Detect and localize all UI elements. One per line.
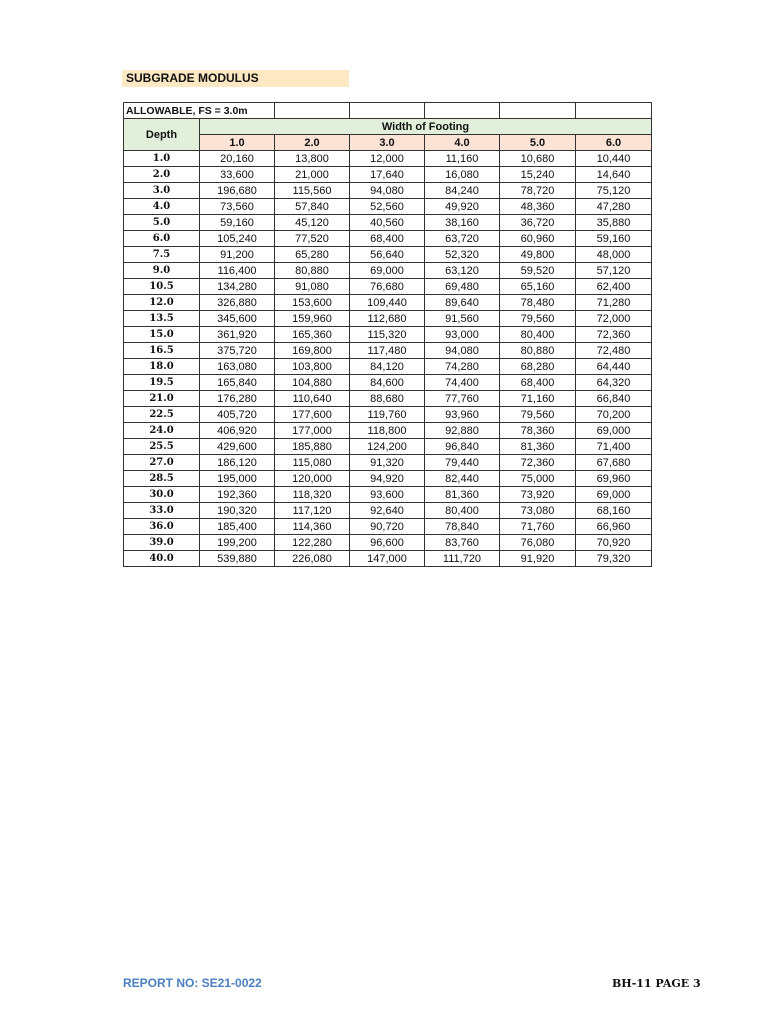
modulus-cell: 72,480 — [576, 343, 652, 359]
modulus-cell: 89,640 — [425, 295, 500, 311]
modulus-cell: 94,920 — [350, 471, 425, 487]
modulus-cell: 45,120 — [275, 215, 350, 231]
modulus-cell: 124,200 — [350, 439, 425, 455]
depth-cell: 19.5 — [124, 375, 200, 391]
modulus-cell: 16,080 — [425, 167, 500, 183]
modulus-cell: 11,160 — [425, 151, 500, 167]
modulus-cell: 134,280 — [200, 279, 275, 295]
modulus-cell: 59,160 — [576, 231, 652, 247]
modulus-cell: 47,280 — [576, 199, 652, 215]
modulus-cell: 122,280 — [275, 535, 350, 551]
modulus-cell: 68,280 — [500, 359, 576, 375]
width-col-header: 5.0 — [500, 135, 576, 151]
table-row — [124, 407, 652, 423]
table-row — [124, 439, 652, 455]
modulus-cell: 78,360 — [500, 423, 576, 439]
modulus-cell: 10,440 — [576, 151, 652, 167]
modulus-cell: 79,560 — [500, 407, 576, 423]
table-row — [124, 535, 652, 551]
modulus-cell: 185,400 — [200, 519, 275, 535]
depth-cell: 18.0 — [124, 359, 200, 375]
depth-cell: 30.0 — [124, 487, 200, 503]
blank-cell — [500, 103, 576, 119]
modulus-cell: 105,240 — [200, 231, 275, 247]
table-row — [124, 343, 652, 359]
modulus-cell: 65,280 — [275, 247, 350, 263]
modulus-cell: 21,000 — [275, 167, 350, 183]
header-row — [124, 119, 652, 135]
report-number: REPORT NO: SE21-0022 — [123, 976, 262, 990]
modulus-cell: 68,400 — [350, 231, 425, 247]
modulus-cell: 90,720 — [350, 519, 425, 535]
modulus-cell: 93,960 — [425, 407, 500, 423]
modulus-cell: 84,120 — [350, 359, 425, 375]
modulus-cell: 405,720 — [200, 407, 275, 423]
modulus-cell: 92,640 — [350, 503, 425, 519]
modulus-cell: 48,000 — [576, 247, 652, 263]
modulus-cell: 57,120 — [576, 263, 652, 279]
modulus-cell: 48,360 — [500, 199, 576, 215]
modulus-cell: 69,000 — [350, 263, 425, 279]
width-values-row — [124, 135, 652, 151]
table-row — [124, 247, 652, 263]
modulus-cell: 94,080 — [350, 183, 425, 199]
blank-cell — [425, 103, 500, 119]
width-col-header: 6.0 — [576, 135, 652, 151]
modulus-cell: 190,320 — [200, 503, 275, 519]
width-of-footing-header: Width of Footing — [200, 119, 652, 135]
modulus-cell: 70,920 — [576, 535, 652, 551]
modulus-cell: 169,800 — [275, 343, 350, 359]
modulus-cell: 114,360 — [275, 519, 350, 535]
modulus-cell: 96,600 — [350, 535, 425, 551]
modulus-cell: 81,360 — [425, 487, 500, 503]
blank-cell — [275, 103, 350, 119]
modulus-cell: 79,560 — [500, 311, 576, 327]
table-row — [124, 375, 652, 391]
modulus-cell: 75,000 — [500, 471, 576, 487]
modulus-cell: 74,280 — [425, 359, 500, 375]
modulus-cell: 70,200 — [576, 407, 652, 423]
modulus-cell: 68,400 — [500, 375, 576, 391]
allowable-row — [124, 103, 652, 119]
modulus-cell: 73,080 — [500, 503, 576, 519]
modulus-cell: 66,960 — [576, 519, 652, 535]
modulus-cell: 91,200 — [200, 247, 275, 263]
width-col-header: 2.0 — [275, 135, 350, 151]
modulus-cell: 73,560 — [200, 199, 275, 215]
modulus-cell: 163,080 — [200, 359, 275, 375]
modulus-cell: 80,400 — [500, 327, 576, 343]
modulus-cell: 14,640 — [576, 167, 652, 183]
modulus-cell: 63,720 — [425, 231, 500, 247]
modulus-cell: 10,680 — [500, 151, 576, 167]
modulus-cell: 195,000 — [200, 471, 275, 487]
depth-cell: 9.0 — [124, 263, 200, 279]
modulus-cell: 79,440 — [425, 455, 500, 471]
blank-cell — [576, 103, 652, 119]
modulus-cell: 92,880 — [425, 423, 500, 439]
modulus-cell: 52,320 — [425, 247, 500, 263]
depth-cell: 22.5 — [124, 407, 200, 423]
modulus-cell: 71,160 — [500, 391, 576, 407]
modulus-cell: 79,320 — [576, 551, 652, 567]
modulus-cell: 104,880 — [275, 375, 350, 391]
modulus-cell: 116,400 — [200, 263, 275, 279]
modulus-cell: 71,280 — [576, 295, 652, 311]
modulus-cell: 176,280 — [200, 391, 275, 407]
table-row — [124, 215, 652, 231]
modulus-cell: 110,640 — [275, 391, 350, 407]
modulus-cell: 78,720 — [500, 183, 576, 199]
depth-cell: 33.0 — [124, 503, 200, 519]
depth-cell: 39.0 — [124, 535, 200, 551]
modulus-cell: 49,920 — [425, 199, 500, 215]
table-row — [124, 167, 652, 183]
modulus-cell: 12,000 — [350, 151, 425, 167]
modulus-cell: 93,000 — [425, 327, 500, 343]
table-row — [124, 503, 652, 519]
modulus-cell: 59,160 — [200, 215, 275, 231]
page-label: BH-11 PAGE 3 — [612, 977, 701, 990]
modulus-cell: 109,440 — [350, 295, 425, 311]
modulus-cell: 75,120 — [576, 183, 652, 199]
modulus-cell: 120,000 — [275, 471, 350, 487]
modulus-cell: 57,840 — [275, 199, 350, 215]
modulus-cell: 159,960 — [275, 311, 350, 327]
depth-cell: 13.5 — [124, 311, 200, 327]
modulus-cell: 177,600 — [275, 407, 350, 423]
modulus-cell: 72,000 — [576, 311, 652, 327]
modulus-cell: 78,840 — [425, 519, 500, 535]
modulus-cell: 59,520 — [500, 263, 576, 279]
modulus-cell: 20,160 — [200, 151, 275, 167]
modulus-cell: 91,560 — [425, 311, 500, 327]
depth-cell: 7.5 — [124, 247, 200, 263]
modulus-cell: 36,720 — [500, 215, 576, 231]
depth-cell: 27.0 — [124, 455, 200, 471]
modulus-cell: 68,160 — [576, 503, 652, 519]
table-row — [124, 279, 652, 295]
modulus-cell: 165,840 — [200, 375, 275, 391]
width-col-header: 1.0 — [200, 135, 275, 151]
modulus-cell: 93,600 — [350, 487, 425, 503]
width-col-header: 4.0 — [425, 135, 500, 151]
table-row — [124, 199, 652, 215]
depth-cell: 28.5 — [124, 471, 200, 487]
modulus-cell: 192,360 — [200, 487, 275, 503]
modulus-cell: 71,760 — [500, 519, 576, 535]
modulus-cell: 69,480 — [425, 279, 500, 295]
modulus-cell: 64,320 — [576, 375, 652, 391]
modulus-cell: 83,760 — [425, 535, 500, 551]
modulus-cell: 64,440 — [576, 359, 652, 375]
table-row — [124, 487, 652, 503]
modulus-cell: 96,840 — [425, 439, 500, 455]
modulus-cell: 117,480 — [350, 343, 425, 359]
modulus-cell: 71,400 — [576, 439, 652, 455]
modulus-cell: 60,960 — [500, 231, 576, 247]
depth-cell: 12.0 — [124, 295, 200, 311]
modulus-cell: 88,680 — [350, 391, 425, 407]
table-row — [124, 471, 652, 487]
modulus-cell: 13,800 — [275, 151, 350, 167]
modulus-cell: 56,640 — [350, 247, 425, 263]
modulus-cell: 115,320 — [350, 327, 425, 343]
modulus-cell: 78,480 — [500, 295, 576, 311]
modulus-cell: 38,160 — [425, 215, 500, 231]
modulus-cell: 91,920 — [500, 551, 576, 567]
modulus-cell: 67,680 — [576, 455, 652, 471]
depth-cell: 10.5 — [124, 279, 200, 295]
modulus-cell: 63,120 — [425, 263, 500, 279]
table-row — [124, 151, 652, 167]
modulus-cell: 52,560 — [350, 199, 425, 215]
modulus-cell: 117,120 — [275, 503, 350, 519]
depth-cell: 24.0 — [124, 423, 200, 439]
modulus-cell: 153,600 — [275, 295, 350, 311]
modulus-cell: 186,120 — [200, 455, 275, 471]
modulus-cell: 165,360 — [275, 327, 350, 343]
modulus-cell: 115,560 — [275, 183, 350, 199]
table-row — [124, 359, 652, 375]
modulus-cell: 326,880 — [200, 295, 275, 311]
modulus-cell: 35,880 — [576, 215, 652, 231]
modulus-cell: 77,760 — [425, 391, 500, 407]
modulus-cell: 65,160 — [500, 279, 576, 295]
modulus-cell: 199,200 — [200, 535, 275, 551]
modulus-cell: 17,640 — [350, 167, 425, 183]
table-row — [124, 423, 652, 439]
modulus-cell: 33,600 — [200, 167, 275, 183]
modulus-cell: 40,560 — [350, 215, 425, 231]
modulus-cell: 76,680 — [350, 279, 425, 295]
table-row — [124, 295, 652, 311]
modulus-cell: 84,600 — [350, 375, 425, 391]
modulus-cell: 84,240 — [425, 183, 500, 199]
depth-cell: 25.5 — [124, 439, 200, 455]
table-row — [124, 263, 652, 279]
modulus-cell: 147,000 — [350, 551, 425, 567]
modulus-cell: 539,880 — [200, 551, 275, 567]
modulus-cell: 69,960 — [576, 471, 652, 487]
modulus-cell: 69,000 — [576, 423, 652, 439]
table-row — [124, 311, 652, 327]
depth-cell: 40.0 — [124, 551, 200, 567]
modulus-cell: 49,800 — [500, 247, 576, 263]
depth-cell: 6.0 — [124, 231, 200, 247]
modulus-cell: 73,920 — [500, 487, 576, 503]
modulus-cell: 69,000 — [576, 487, 652, 503]
modulus-cell: 80,880 — [500, 343, 576, 359]
modulus-cell: 118,320 — [275, 487, 350, 503]
table-row — [124, 391, 652, 407]
table-row — [124, 231, 652, 247]
depth-cell: 5.0 — [124, 215, 200, 231]
modulus-cell: 375,720 — [200, 343, 275, 359]
modulus-cell: 345,600 — [200, 311, 275, 327]
depth-cell: 2.0 — [124, 167, 200, 183]
table-row — [124, 183, 652, 199]
page-title: SUBGRADE MODULUS — [122, 70, 349, 87]
modulus-cell: 196,680 — [200, 183, 275, 199]
modulus-cell: 177,000 — [275, 423, 350, 439]
blank-cell — [350, 103, 425, 119]
depth-header: Depth — [124, 119, 200, 151]
depth-cell: 1.0 — [124, 151, 200, 167]
modulus-cell: 103,800 — [275, 359, 350, 375]
modulus-cell: 72,360 — [500, 455, 576, 471]
subgrade-modulus-table — [123, 102, 652, 567]
modulus-cell: 80,400 — [425, 503, 500, 519]
modulus-cell: 226,080 — [275, 551, 350, 567]
modulus-cell: 62,400 — [576, 279, 652, 295]
width-col-header: 3.0 — [350, 135, 425, 151]
depth-cell: 3.0 — [124, 183, 200, 199]
modulus-cell: 185,880 — [275, 439, 350, 455]
modulus-cell: 72,360 — [576, 327, 652, 343]
depth-cell: 15.0 — [124, 327, 200, 343]
modulus-cell: 115,080 — [275, 455, 350, 471]
depth-cell: 16.5 — [124, 343, 200, 359]
modulus-cell: 429,600 — [200, 439, 275, 455]
depth-cell: 36.0 — [124, 519, 200, 535]
depth-cell: 4.0 — [124, 199, 200, 215]
modulus-cell: 111,720 — [425, 551, 500, 567]
modulus-cell: 406,920 — [200, 423, 275, 439]
modulus-cell: 66,840 — [576, 391, 652, 407]
modulus-cell: 15,240 — [500, 167, 576, 183]
table-row — [124, 519, 652, 535]
modulus-cell: 361,920 — [200, 327, 275, 343]
table-row — [124, 551, 652, 567]
modulus-cell: 82,440 — [425, 471, 500, 487]
table-row — [124, 327, 652, 343]
modulus-cell: 76,080 — [500, 535, 576, 551]
modulus-cell: 91,320 — [350, 455, 425, 471]
modulus-cell: 118,800 — [350, 423, 425, 439]
modulus-cell: 80,880 — [275, 263, 350, 279]
modulus-cell: 91,080 — [275, 279, 350, 295]
modulus-cell: 94,080 — [425, 343, 500, 359]
modulus-cell: 112,680 — [350, 311, 425, 327]
allowable-label: ALLOWABLE, FS = 3.0m — [124, 103, 275, 119]
modulus-cell: 77,520 — [275, 231, 350, 247]
depth-cell: 21.0 — [124, 391, 200, 407]
modulus-cell: 74,400 — [425, 375, 500, 391]
table-row — [124, 455, 652, 471]
modulus-cell: 119,760 — [350, 407, 425, 423]
modulus-cell: 81,360 — [500, 439, 576, 455]
